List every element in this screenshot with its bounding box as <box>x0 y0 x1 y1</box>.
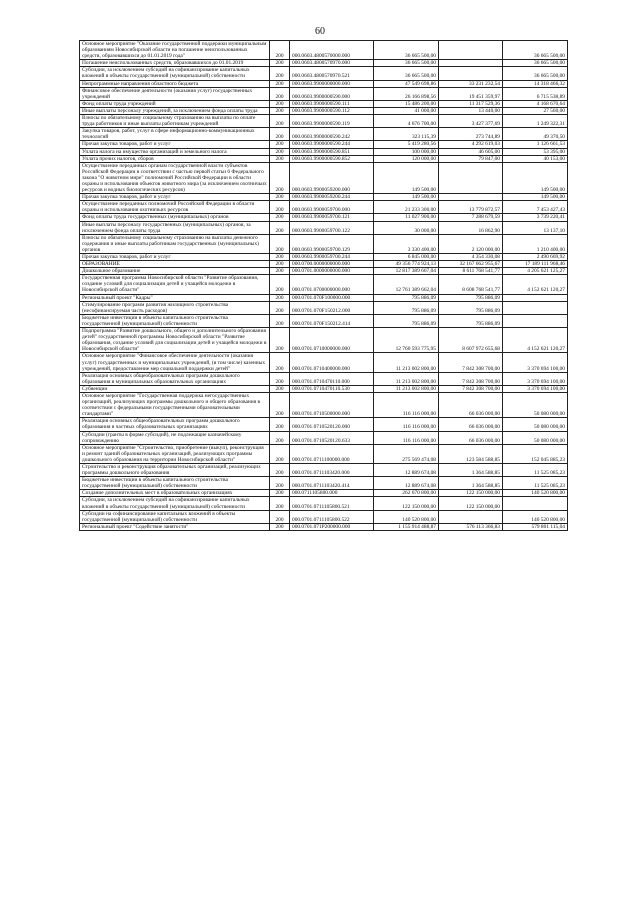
row-executed-amount: 795 886,09 <box>439 301 503 314</box>
row-classification-code: 000.0603.9900059200.000 <box>290 162 374 193</box>
row-executed-amount <box>439 41 503 60</box>
row-name: Создание дополнительных мест в образовательных организациях <box>80 490 270 497</box>
row-executed-amount: 7 842 308 700,00 <box>439 372 503 385</box>
row-unexecuted-amount: 1 126 661,53 <box>503 141 568 148</box>
row-executed-amount: 8 607 972 655,68 <box>439 328 503 353</box>
row-approved-amount: 11 213 002 800,00 <box>374 372 439 385</box>
row-code: 200 <box>270 100 290 107</box>
row-code: 200 <box>270 214 290 221</box>
row-code: 200 <box>270 201 290 214</box>
row-executed-amount <box>439 194 503 201</box>
row-classification-code: 000.0701.0710470110.000 <box>290 372 374 385</box>
table-row <box>80 141 568 148</box>
row-name: Фонд оплаты труда учреждений <box>80 100 270 107</box>
row-unexecuted-amount: 3 370 694 100,00 <box>503 372 568 385</box>
row-unexecuted-amount: 140 520 800,00 <box>503 510 568 523</box>
row-name: Взносы по обязательному социальному страхованию на выплаты денежного содержания и иные выплаты работникам государственных (муниципальных) органов <box>80 234 270 253</box>
row-name: Закупка товаров, работ, услуг в сфере информационно-коммуникационных технологий <box>80 128 270 141</box>
row-unexecuted-amount <box>503 314 568 327</box>
row-code: 200 <box>270 107 290 114</box>
row-code: 200 <box>270 221 290 234</box>
row-unexecuted-amount: 40 153,00 <box>503 155 568 162</box>
row-unexecuted-amount: 53 395,00 <box>503 148 568 155</box>
row-approved-amount: 36 665 500,00 <box>374 41 439 60</box>
row-classification-code: 000.0603.9900000590.244 <box>290 141 374 148</box>
row-classification-code: 000.0603.9900000590.111 <box>290 100 374 107</box>
row-executed-amount: 13 440,00 <box>439 107 503 114</box>
row-executed-amount <box>439 510 503 523</box>
row-unexecuted-amount: 17 189 111 968,46 <box>503 261 568 268</box>
row-executed-amount: 66 036 000,00 <box>439 418 503 431</box>
row-name: Иные выплаты персоналу учреждений, за исключением фонда оплаты труда <box>80 107 270 114</box>
row-code: 200 <box>270 510 290 523</box>
row-name: Строительство и реконструкция образовательных организаций, реализующих программы дошкольного образования <box>80 464 270 477</box>
row-code: 200 <box>270 464 290 477</box>
row-executed-amount: 7 288 679,59 <box>439 214 503 221</box>
row-classification-code: 000.0603.9900059700.244 <box>290 254 374 261</box>
row-classification-code: 000.0603.9900059700.122 <box>290 221 374 234</box>
row-unexecuted-amount: 11 525 085,23 <box>503 477 568 490</box>
row-approved-amount: 41 000,00 <box>374 107 439 114</box>
row-code: 200 <box>270 294 290 301</box>
table-row <box>80 67 568 80</box>
row-code: 200 <box>270 128 290 141</box>
row-name: Взносы по обязательному социальному страхованию на выплаты по оплате труда работников и иные выплаты работникам учреждений <box>80 115 270 128</box>
table-row <box>80 523 568 530</box>
row-unexecuted-amount <box>503 497 568 510</box>
row-unexecuted-amount: 1 249 322,31 <box>503 115 568 128</box>
row-executed-amount <box>439 60 503 67</box>
row-code: 200 <box>270 162 290 193</box>
table-row <box>80 194 568 201</box>
row-executed-amount: 122 150 000,00 <box>439 490 503 497</box>
row-code: 200 <box>270 261 290 268</box>
row-code: 200 <box>270 490 290 497</box>
row-executed-amount: 2 120 000,00 <box>439 234 503 253</box>
row-unexecuted-amount: 49 370,50 <box>503 128 568 141</box>
row-approved-amount: 12 889 674,08 <box>374 464 439 477</box>
row-classification-code: 000.0701.0710470110.530 <box>290 385 374 392</box>
row-unexecuted-amount: 50 080 000,00 <box>503 431 568 444</box>
row-unexecuted-amount: 50 080 000,00 <box>503 418 568 431</box>
row-code: 200 <box>270 497 290 510</box>
row-executed-amount: 795 886,09 <box>439 294 503 301</box>
row-executed-amount: 32 167 662 955,67 <box>439 261 503 268</box>
row-executed-amount: 19 451 359,97 <box>439 87 503 100</box>
row-approved-amount: 36 665 500,00 <box>374 67 439 80</box>
row-unexecuted-amount: 14 318 466,32 <box>503 80 568 87</box>
row-approved-amount: 11 027 900,00 <box>374 214 439 221</box>
row-name: ОБРАЗОВАНИЕ <box>80 261 270 268</box>
row-classification-code: 000.0603.9900059700.121 <box>290 214 374 221</box>
row-name: Подпрограмма "Развитие дошкольного, общего и дополнительного образования детей" государственной программы Новосибирской области "Развитие образования, создание условий для социализации детей и учащейся молодежи в Новосибирской области" <box>80 328 270 353</box>
row-approved-amount: 47 549 698,86 <box>374 80 439 87</box>
row-unexecuted-amount: 4 152 621 120,27 <box>503 275 568 294</box>
row-unexecuted-amount: 13 137,10 <box>503 221 568 234</box>
row-executed-amount: 273 744,89 <box>439 128 503 141</box>
row-name: Прочая закупка товаров, работ и услуг <box>80 194 270 201</box>
table-row <box>80 162 568 193</box>
table-row <box>80 41 568 60</box>
row-executed-amount: 123 584 588,85 <box>439 444 503 463</box>
table-row <box>80 234 568 253</box>
row-approved-amount: 26 166 898,56 <box>374 87 439 100</box>
row-approved-amount: 12 889 674,08 <box>374 477 439 490</box>
table-row <box>80 100 568 107</box>
row-approved-amount: 12 817 389 667,04 <box>374 268 439 275</box>
table-row <box>80 444 568 463</box>
row-approved-amount: 795 886,09 <box>374 301 439 314</box>
row-name: Субсидии на софинансирование капитальных вложений в объекты государственной (муниципальной) собственности <box>80 510 270 523</box>
row-code: 200 <box>270 301 290 314</box>
row-classification-code: 000.0603.9900000590.000 <box>290 87 374 100</box>
table-row <box>80 148 568 155</box>
row-code: 200 <box>270 431 290 444</box>
row-name: Субвенции <box>80 385 270 392</box>
row-approved-amount: 100 000,00 <box>374 148 439 155</box>
row-classification-code: 000.0603.9900059700.000 <box>290 201 374 214</box>
row-name: Субсидии, за исключением субсидий на софинансирование капитальных вложений в объекты государственной (муниципальной) собственности <box>80 67 270 80</box>
table-row <box>80 477 568 490</box>
row-code: 200 <box>270 314 290 327</box>
row-approved-amount: 6 845 000,00 <box>374 254 439 261</box>
table-row <box>80 268 568 275</box>
row-approved-amount: 1 155 914 488,87 <box>374 523 439 530</box>
row-approved-amount: 3 330 400,00 <box>374 234 439 253</box>
row-executed-amount: 7 842 308 700,00 <box>439 353 503 372</box>
row-classification-code: 000.0701.0711103420.000 <box>290 464 374 477</box>
row-unexecuted-amount: 3 370 694 100,00 <box>503 385 568 392</box>
row-approved-amount: 122 150 000,00 <box>374 497 439 510</box>
row-code: 200 <box>270 155 290 162</box>
table-row <box>80 201 568 214</box>
row-code: 200 <box>270 392 290 417</box>
table-row <box>80 254 568 261</box>
row-approved-amount: 323 115,39 <box>374 128 439 141</box>
row-code: 200 <box>270 328 290 353</box>
row-code: 200 <box>270 418 290 431</box>
row-name: Непрограммные направления областного бюджета <box>80 80 270 87</box>
row-executed-amount: 4 292 619,03 <box>439 141 503 148</box>
table-row <box>80 128 568 141</box>
table-row <box>80 490 568 497</box>
row-executed-amount: 122 150 000,00 <box>439 497 503 510</box>
row-code: 200 <box>270 194 290 201</box>
row-classification-code: 000.0603.4800570970.000 <box>290 60 374 67</box>
row-code: 200 <box>270 385 290 392</box>
row-classification-code: 000.0603.9900000590.119 <box>290 115 374 128</box>
row-code: 200 <box>270 477 290 490</box>
row-executed-amount: 1 364 588,85 <box>439 477 503 490</box>
row-classification-code: 000.0701.0710000000.000 <box>290 328 374 353</box>
row-classification-code: 000.0701.0711105800.522 <box>290 510 374 523</box>
table-row <box>80 328 568 353</box>
row-code: 200 <box>270 444 290 463</box>
row-name: Прочая закупка товаров, работ и услуг <box>80 141 270 148</box>
row-approved-amount: 36 665 500,00 <box>374 60 439 67</box>
table-row <box>80 115 568 128</box>
row-classification-code: 000.0711105800.000 <box>290 490 374 497</box>
row-name: Финансовое обеспечение деятельности (оказания услуг) государственных учреждений <box>80 87 270 100</box>
row-approved-amount: 120 000,00 <box>374 155 439 162</box>
row-unexecuted-amount: 6 715 538,89 <box>503 87 568 100</box>
row-name: Основное мероприятие "Оказание государственной поддержки муниципальным образованиям Новосибирской области на погашение неиспользованных средств, образовавшихся до 01.01.2019 года" <box>80 41 270 60</box>
row-name: Иные выплаты персоналу государственных (муниципальных) органов, за исключением фонда оплаты труда <box>80 221 270 234</box>
row-name: Уплата налога на имущество организаций и земельного налога <box>80 148 270 155</box>
row-executed-amount: 7 842 308 700,00 <box>439 385 503 392</box>
row-code: 200 <box>270 148 290 155</box>
row-name: Основное мероприятие "Государственная поддержка негосударственных организаций, реализующих программы дошкольного и общего образования в соответствии с федеральными государственными образовательными стандартами" <box>80 392 270 417</box>
row-classification-code: 000.0701.0700000000.000 <box>290 275 374 294</box>
row-approved-amount: 149 500,00 <box>374 194 439 201</box>
table-row <box>80 155 568 162</box>
row-name: Осуществление переданных полномочий Российской Федерации в области охраны и использования охотничьих ресурсов <box>80 201 270 214</box>
row-name: Основное мероприятие "Финансовое обеспечение деятельности (оказания услуг) государственных и муниципальных учреждений, (в том числе) казенных учреждений, предоставление мер социальной поддержки детей" <box>80 353 270 372</box>
row-executed-amount <box>439 67 503 80</box>
row-classification-code: 000.0603.9900000000.000 <box>290 80 374 87</box>
row-classification-code: 000.0603.9900000590.851 <box>290 148 374 155</box>
row-name: Прочая закупка товаров, работ и услуг <box>80 254 270 261</box>
row-name: Реализация основных общеобразовательных программ дошкольного образования в частных образовательных организациях <box>80 418 270 431</box>
table-row <box>80 510 568 523</box>
row-executed-amount: 13 779 872,57 <box>439 201 503 214</box>
row-approved-amount: 49 356 774 924,13 <box>374 261 439 268</box>
table-row <box>80 464 568 477</box>
row-unexecuted-amount: 140 520 800,00 <box>503 490 568 497</box>
row-classification-code: 000.0603.9900000590.242 <box>290 128 374 141</box>
row-classification-code: 000.0701.0711103420.414 <box>290 477 374 490</box>
row-approved-amount: 15 486 200,00 <box>374 100 439 107</box>
row-classification-code: 000.0603.4800570000.000 <box>290 41 374 60</box>
row-unexecuted-amount: 11 525 085,23 <box>503 464 568 477</box>
row-name: Субсидии, за исключением субсидий на софинансирование капитальных вложений в объекты государственной (муниципальной) собственности <box>80 497 270 510</box>
row-code: 200 <box>270 87 290 100</box>
row-code: 200 <box>270 80 290 87</box>
row-unexecuted-amount: 36 665 500,00 <box>503 67 568 80</box>
row-classification-code: 000.0701.0711100000.000 <box>290 444 374 463</box>
table-row <box>80 80 568 87</box>
row-code: 200 <box>270 67 290 80</box>
row-classification-code: 000.0603.9900059200.244 <box>290 194 374 201</box>
row-classification-code: 000.0701.071P200000.000 <box>290 523 374 530</box>
row-classification-code: 000.0701.070F100000.000 <box>290 294 374 301</box>
row-unexecuted-amount: 7 453 427,43 <box>503 201 568 214</box>
row-approved-amount: 12 761 389 662,04 <box>374 275 439 294</box>
row-approved-amount: 11 213 002 800,00 <box>374 385 439 392</box>
row-name: Субсидии (гранты в форме субсидий), не подлежащие казначейскому сопровождению <box>80 431 270 444</box>
row-name: Основное мероприятие "Строительство, приобретение (выкуп), реконструкция и ремонт зданий образовательных организаций, реализующих программы дошкольного образования на территории Новосибирской области" <box>80 444 270 463</box>
row-approved-amount: 11 213 002 800,00 <box>374 353 439 372</box>
row-executed-amount: 8 611 768 541,77 <box>439 268 503 275</box>
page-number: 60 <box>315 26 325 37</box>
table-row <box>80 301 568 314</box>
table-row <box>80 372 568 385</box>
row-unexecuted-amount <box>503 301 568 314</box>
row-approved-amount: 262 670 800,00 <box>374 490 439 497</box>
row-code: 200 <box>270 234 290 253</box>
table-row <box>80 261 568 268</box>
row-unexecuted-amount: 2 490 669,92 <box>503 254 568 261</box>
row-classification-code: 000.0701.0711105800.521 <box>290 497 374 510</box>
row-executed-amount: 1 364 588,85 <box>439 464 503 477</box>
row-executed-amount: 16 862,90 <box>439 221 503 234</box>
row-classification-code: 000.0701.0710520120.000 <box>290 418 374 431</box>
row-classification-code: 000.0603.9900059700.129 <box>290 234 374 253</box>
row-name: Погашение неиспользованных средств, образовавшихся до 01.01.2019 <box>80 60 270 67</box>
row-unexecuted-amount: 4 168 670,64 <box>503 100 568 107</box>
row-unexecuted-amount: 1 210 400,00 <box>503 234 568 253</box>
table-row <box>80 87 568 100</box>
table-row <box>80 275 568 294</box>
row-classification-code: 000.0700.0000000000.000 <box>290 261 374 268</box>
row-approved-amount: 5 419 280,56 <box>374 141 439 148</box>
table-row <box>80 60 568 67</box>
row-unexecuted-amount: 4 205 621 125,27 <box>503 268 568 275</box>
row-approved-amount: 21 233 300,00 <box>374 201 439 214</box>
row-code: 200 <box>270 275 290 294</box>
row-approved-amount: 795 886,09 <box>374 314 439 327</box>
table-row <box>80 418 568 431</box>
row-name: Региональный проект "Кадры" <box>80 294 270 301</box>
row-code: 200 <box>270 60 290 67</box>
row-classification-code: 000.0701.0000000000.000 <box>290 268 374 275</box>
row-name: Государственная программа Новосибирской области "Развитие образования, создание условий для социализации детей и учащейся молодежи в Новосибирской области" <box>80 275 270 294</box>
table-row <box>80 497 568 510</box>
row-classification-code: 000.0603.9900000590.112 <box>290 107 374 114</box>
row-name: Фонд оплаты труда государственных (муниципальных) органов <box>80 214 270 221</box>
row-approved-amount: 4 676 700,00 <box>374 115 439 128</box>
table-row <box>80 353 568 372</box>
row-executed-amount: 46 605,00 <box>439 148 503 155</box>
row-name: Уплата прочих налогов, сборов <box>80 155 270 162</box>
table-row <box>80 385 568 392</box>
row-executed-amount: 66 036 000,00 <box>439 431 503 444</box>
row-code: 200 <box>270 353 290 372</box>
row-approved-amount: 116 116 000,00 <box>374 418 439 431</box>
row-approved-amount: 30 000,00 <box>374 221 439 234</box>
row-classification-code: 000.0603.4800570970.521 <box>290 67 374 80</box>
table-row <box>80 314 568 327</box>
row-unexecuted-amount: 3 370 694 100,00 <box>503 353 568 372</box>
row-unexecuted-amount <box>503 294 568 301</box>
row-unexecuted-amount: 3 739 220,41 <box>503 214 568 221</box>
row-executed-amount <box>439 162 503 193</box>
row-unexecuted-amount: 36 665 500,00 <box>503 60 568 67</box>
table-row <box>80 431 568 444</box>
row-classification-code: 000.0701.070F150212.414 <box>290 314 374 327</box>
row-approved-amount: 12 760 593 775,95 <box>374 328 439 353</box>
row-code: 200 <box>270 115 290 128</box>
row-approved-amount: 116 116 000,00 <box>374 431 439 444</box>
row-code: 200 <box>270 41 290 60</box>
row-code: 200 <box>270 523 290 530</box>
table-row <box>80 221 568 234</box>
row-unexecuted-amount: 149 500,00 <box>503 194 568 201</box>
row-code: 200 <box>270 268 290 275</box>
row-name: Стимулирование программ развития жилищного строительства (несофинансируемая часть расходов) <box>80 301 270 314</box>
row-classification-code: 000.0701.0710500000.000 <box>290 392 374 417</box>
row-executed-amount: 8 608 768 541,77 <box>439 275 503 294</box>
row-executed-amount: 3 427 377,69 <box>439 115 503 128</box>
row-name: Региональный проект "Содействие занятости" <box>80 523 270 530</box>
table-row <box>80 294 568 301</box>
row-unexecuted-amount: 4 152 621 120,27 <box>503 328 568 353</box>
row-executed-amount: 576 113 366,83 <box>439 523 503 530</box>
row-name: Дошкольное образование <box>80 268 270 275</box>
row-name: Бюджетные инвестиции в объекты капитального строительства государственной (муниципальной) собственности <box>80 314 270 327</box>
row-approved-amount: 116 116 000,00 <box>374 392 439 417</box>
row-unexecuted-amount: 36 665 500,00 <box>503 41 568 60</box>
row-executed-amount: 33 231 232,54 <box>439 80 503 87</box>
row-unexecuted-amount: 152 045 885,23 <box>503 444 568 463</box>
table-row <box>80 107 568 114</box>
row-unexecuted-amount: 27 560,00 <box>503 107 568 114</box>
row-name: Бюджетные инвестиции в объекты капитального строительства государственной (муниципальной) собственности <box>80 477 270 490</box>
row-classification-code: 000.0701.0710520120.633 <box>290 431 374 444</box>
row-classification-code: 000.0701.0710400000.000 <box>290 353 374 372</box>
row-approved-amount: 795 886,09 <box>374 294 439 301</box>
row-executed-amount: 795 886,09 <box>439 314 503 327</box>
row-unexecuted-amount: 579 801 115,04 <box>503 523 568 530</box>
table-row <box>80 214 568 221</box>
row-approved-amount: 275 569 474,08 <box>374 444 439 463</box>
row-executed-amount: 11 317 529,36 <box>439 100 503 107</box>
row-classification-code: 000.0603.9900000590.852 <box>290 155 374 162</box>
row-unexecuted-amount: 149 500,00 <box>503 162 568 193</box>
row-name: Реализация основных общеобразовательных программ дошкольного образования в муниципальных образовательных организациях <box>80 372 270 385</box>
row-executed-amount: 4 354 330,08 <box>439 254 503 261</box>
row-code: 200 <box>270 141 290 148</box>
row-executed-amount: 66 036 000,00 <box>439 392 503 417</box>
row-name: Осуществление переданных органам государственной власти субъектов Российской Федерации в соответствии с частью первой статьи 6 Федерального закона "О животном мире" полномочий Российской Федерации в области охраны и использования объектов животного мира (за исключением охотничьих ресурсов и водных биологических ресурсов) <box>80 162 270 193</box>
row-code: 200 <box>270 254 290 261</box>
row-code: 200 <box>270 372 290 385</box>
row-classification-code: 000.0701.070F150212.000 <box>290 301 374 314</box>
budget-execution-table <box>79 40 568 531</box>
row-unexecuted-amount: 50 080 000,00 <box>503 392 568 417</box>
row-approved-amount: 140 520 800,00 <box>374 510 439 523</box>
table-row <box>80 392 568 417</box>
row-approved-amount: 149 500,00 <box>374 162 439 193</box>
row-executed-amount: 79 847,00 <box>439 155 503 162</box>
